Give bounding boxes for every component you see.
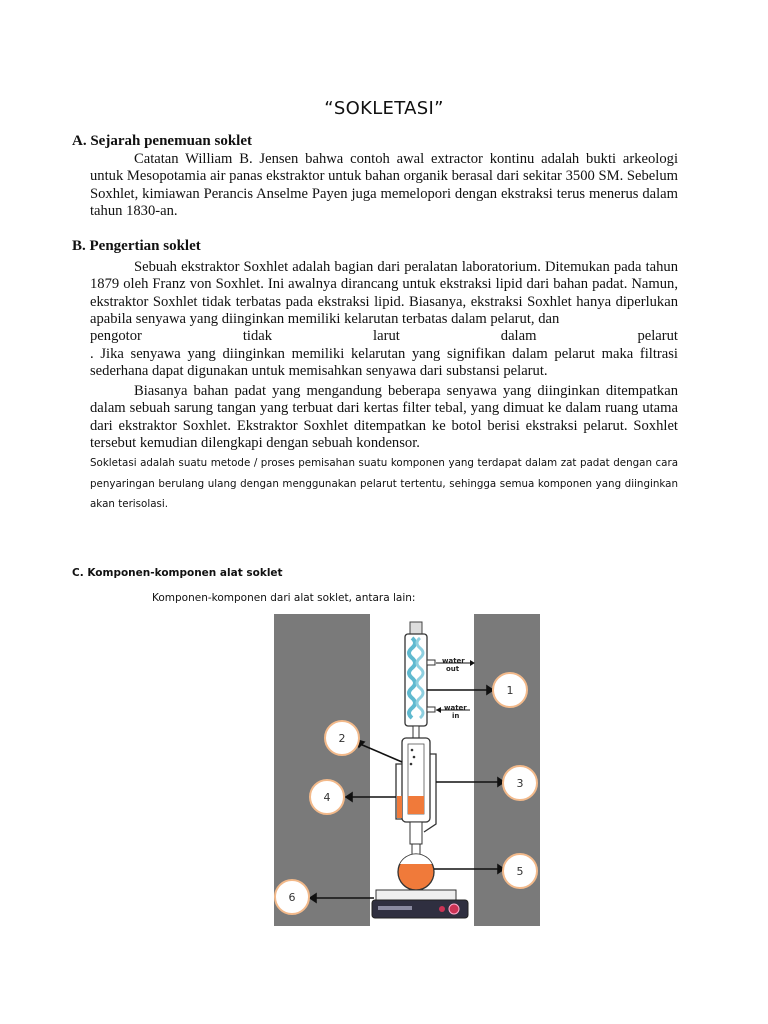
svg-text:2: 2: [338, 732, 346, 745]
callout-1: [493, 673, 527, 707]
left-panel: [274, 614, 370, 926]
spread-word: dalam: [500, 328, 537, 344]
svg-text:5: 5: [516, 865, 524, 878]
callout-4: [310, 780, 344, 814]
spread-word: pengotor: [90, 328, 142, 344]
callout-5: [503, 854, 537, 888]
svg-text:in: in: [452, 712, 460, 720]
section-c-intro: Komponen-komponen dari alat soklet, antara lain:: [152, 592, 416, 604]
section-a-heading: A. Sejarah penemuan soklet: [72, 133, 253, 149]
soxhlet-diagram: [274, 614, 540, 926]
svg-text:3: 3: [516, 777, 524, 790]
section-c-heading: C. Komponen-komponen alat soklet: [72, 567, 283, 579]
heating-mantle: [372, 890, 468, 918]
callout-3: [503, 766, 537, 800]
page-title: “SOKLETASI”: [324, 98, 444, 119]
callout-6: [275, 880, 309, 914]
soxhlet-apparatus-figure: [274, 614, 540, 926]
svg-text:water: water: [442, 657, 465, 665]
spread-word: tidak: [242, 328, 273, 344]
svg-text:out: out: [446, 665, 460, 673]
svg-text:water: water: [444, 704, 467, 712]
section-b-paragraph-2: [90, 383, 678, 453]
svg-text:4: 4: [323, 791, 331, 804]
section-a-paragraph: [90, 151, 678, 221]
section-b-text-1: Sebuah ekstraktor Soxhlet adalah bagian dari peralatan laboratorium. Ditemukan pada tahun 1879 oleh Franz von Soxhlet. Ini awalnya dirancang untuk ekstraksi lipid dari bahan padat. Namun, ekstraktor Soxhlet tidak terbatas pada ekstraksi lipid. Biasanya, ekstraksi Soxhlet hanya diperlukan apabila senyawa yang diinginkan memiliki kelarutan terbatas dalam pelarut, dan: [90, 259, 678, 328]
callout-2: [325, 721, 359, 755]
section-b-spread-line: [90, 328, 678, 345]
section-b-paragraph-1-end: . Jika senyawa yang diinginkan memiliki kelarutan yang signifikan dalam pelarut maka filtrasi sederhana dapat digunakan untuk memisahkan senyawa dari substansi pelarut.: [90, 346, 678, 380]
section-b-text-2: Biasanya bahan padat yang mengandung beberapa senyawa yang diinginkan ditempatkan dalam sebuah sarung tangan yang terbuat dari kertas filter tebal, yang dimuat ke dalam ruang utama dari ekstraktor Soxhlet. Ekstraktor Soxhlet ditempatkan ke botol berisi ekstraksi pelarut. Soxhlet tersebut kemudian dilengkapi dengan sebuah kondensor.: [90, 383, 678, 452]
section-b-heading: B. Pengertian soklet: [72, 238, 201, 254]
section-a-text: Catatan William B. Jensen bahwa contoh awal extractor kontinu adalah bukti arkeologi untuk Mesopotamia air panas ekstraktor untuk bahan organik berasal dari sekitar 3500 SM. Sebelum Soxhlet, kimiawan Perancis Anselme Payen juga memelopori dengan ekstraksi terus menerus dalam tahun 1830-an.: [90, 151, 678, 220]
svg-text:6: 6: [288, 891, 296, 904]
spread-word: larut: [373, 328, 400, 344]
definition-paragraph: [90, 453, 678, 515]
definition-text: Sokletasi adalah suatu metode / proses pemisahan suatu komponen yang terdapat dalam zat padat dengan cara penyaringan berulang ulang dengan menggunakan pelarut tertentu, sehingga semua komponen yang diinginkan akan terisolasi.: [90, 457, 678, 510]
section-b-paragraph-1: [90, 259, 678, 329]
spread-word: pelarut: [637, 328, 678, 344]
svg-text:1: 1: [506, 684, 514, 697]
